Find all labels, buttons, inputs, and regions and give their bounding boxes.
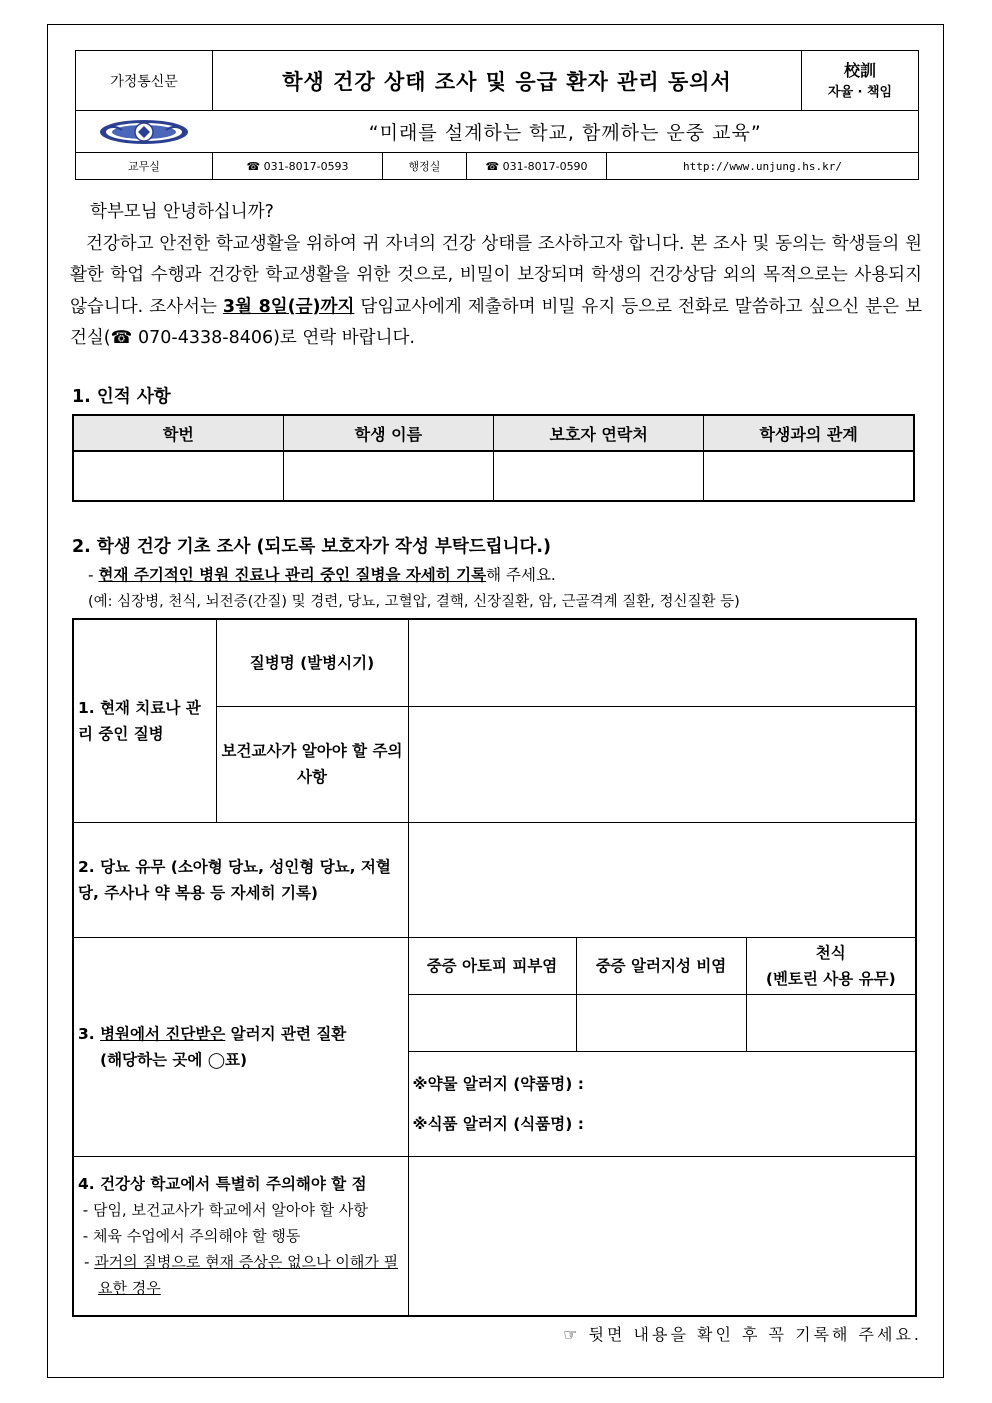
note-underlined: 현재 주기적인 병원 진료나 관리 중인 질병을 자세히 기록 (98, 566, 487, 584)
row3-rest: 알러지 관련 질환 (225, 1024, 347, 1043)
relationship-field[interactable] (704, 451, 914, 501)
asthma-field[interactable] (746, 994, 916, 1051)
row4-item-text: 과거의 질병으로 현재 증상은 없으나 이해가 필요한 경우 (94, 1252, 399, 1297)
special-caution-field[interactable] (408, 1156, 916, 1316)
col-asthma (746, 937, 916, 994)
motto-hanja: 校訓 (844, 61, 877, 80)
row4-item: - 과거의 질병으로 현재 증상은 없으나 이해가 필요한 경우 (84, 1252, 399, 1297)
row4-item: - 체육 수업에서 주의해야 할 행동 (78, 1226, 301, 1245)
col-allergic-rhinitis: 중증 알러지성 비염 (576, 937, 746, 994)
row3-label-line1 (78, 1021, 404, 1047)
row4-label (73, 1156, 408, 1316)
row3-num: 3. (78, 1024, 101, 1043)
school-slogan: “미래를 설계하는 학교, 함께하는 운중 교육” (213, 111, 919, 153)
row3-underlined: 병원에서 진단받은 (100, 1024, 226, 1043)
row2-label: 2. 당뇨 유무 (소아형 당뇨, 성인형 당뇨, 저혈당, 주사나 약 복용 등 자세히 기록) (73, 822, 408, 937)
food-allergy-label: ※식품 알러지 (식품명) : (412, 1114, 584, 1133)
intro-body (70, 229, 922, 355)
motto-korean: 자율 · 책임 (827, 85, 893, 100)
row1-disease-label: 질병명 (발병시기) (216, 619, 408, 706)
guardian-contact-field[interactable] (494, 451, 704, 501)
row1-caution-label: 보건교사가 알아야 할 주의사항 (216, 706, 408, 822)
deadline: 3월 8일(금)까지 (222, 296, 355, 317)
school-emblem-icon (96, 117, 192, 147)
office1-label: 교무실 (76, 153, 213, 180)
col-student-id: 학번 (73, 415, 283, 451)
disease-name-field[interactable] (408, 619, 916, 706)
diabetes-field[interactable] (408, 822, 916, 937)
school-website-link[interactable]: http://www.unjung.hs.kr/ (607, 153, 919, 180)
page-title: 학생 건강 상태 조사 및 응급 환자 관리 동의서 (213, 51, 802, 111)
col-relationship: 학생과의 관계 (704, 415, 914, 451)
greeting: 학부모님 안녕하십니까? (90, 202, 274, 222)
row4-item-text: 체육 수업에서 주의해야 할 행동 (92, 1226, 301, 1245)
allergic-rhinitis-field[interactable] (576, 994, 746, 1051)
asthma-label: 천식 (815, 943, 846, 962)
row4-item-text: 담임, 보건교사가 학교에서 알아야 할 사항 (92, 1200, 368, 1219)
school-logo-cell (76, 111, 213, 153)
row1-label: 1. 현재 치료나 관리 중인 질병 (73, 619, 216, 822)
intro-body-2: 담임교사에게 제출하며 비밀 유지 등으로 전화로 말씀하고 싶으신 분은 보건실(☎ 070-4338-8406)로 연락 바랍니다. (70, 296, 922, 348)
section2-title: 2. 학생 건강 기초 조사 (되도록 보호자가 작성 부탁드립니다.) (72, 537, 552, 557)
row4-title: 4. 건강상 학교에서 특별히 주의해야 할 점 (78, 1174, 367, 1193)
allergy-detail-field[interactable] (408, 1051, 916, 1156)
row3-label (73, 937, 408, 1156)
atopic-dermatitis-field[interactable] (408, 994, 576, 1051)
col-atopic-dermatitis: 중증 아토피 피부염 (408, 937, 576, 994)
student-id-field[interactable] (73, 451, 283, 501)
section2-examples: (예: 심장병, 천식, 뇌전증(간질) 및 경련, 당뇨, 고혈압, 결핵, 신장질환, 암, 근골격계 질환, 정신질환 등) (88, 594, 740, 610)
personal-info-table (72, 414, 915, 502)
row4-item: - 담임, 보건교사가 학교에서 알아야 할 사항 (78, 1200, 368, 1219)
row3-label-line2: (해당하는 곳에 ◯표) (100, 1050, 248, 1069)
student-name-field[interactable] (283, 451, 493, 501)
section1-title: 1. 인적 사항 (72, 387, 171, 407)
letterhead (75, 50, 919, 180)
intro-text (70, 197, 922, 355)
office1-phone: ☎ 031-8017-0593 (213, 153, 383, 180)
office2-label: 행정실 (383, 153, 467, 180)
note-suffix: 해 주세요. (486, 566, 556, 584)
note-dash: - (88, 566, 99, 584)
school-motto (802, 51, 919, 111)
ventolin-label: (벤토린 사용 유무) (765, 969, 896, 988)
intro-body-1: 건강하고 안전한 학교생활을 위하여 귀 자녀의 건강 상태를 조사하고자 합니다. 본 조사 및 동의는 학생들의 원활한 학업 수행과 건강한 학교생활을 위한 것으로, 비밀이 보장되며 학생의 건강상담 외의 목적으로는 사용되지 않습니다. 조사서는 (70, 233, 922, 317)
health-survey-table (72, 618, 917, 1317)
drug-allergy-label: ※약물 알러지 (약품명) : (412, 1074, 584, 1093)
back-page-notice: ☞ 뒷면 내용을 확인 후 꼭 기록해 주세요. (563, 1325, 922, 1344)
col-student-name: 학생 이름 (283, 415, 493, 451)
nurse-caution-field[interactable] (408, 706, 916, 822)
col-guardian-contact: 보호자 연락처 (494, 415, 704, 451)
doc-type-label: 가정통신문 (76, 51, 213, 111)
office2-phone: ☎ 031-8017-0590 (467, 153, 607, 180)
section2-note (88, 563, 556, 585)
